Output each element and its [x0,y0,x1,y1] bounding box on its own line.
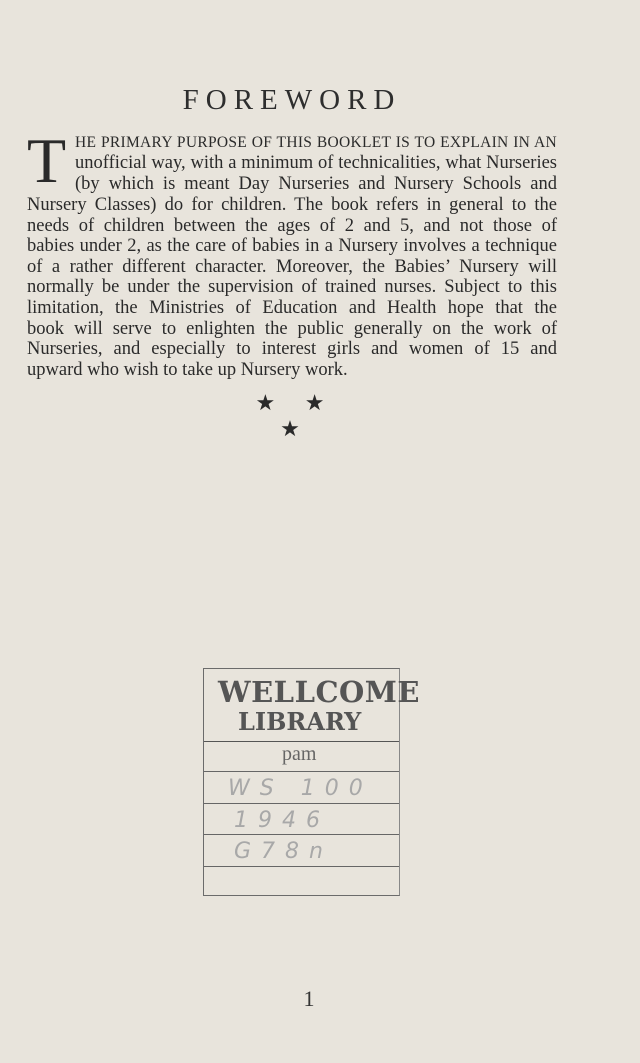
ornament-stars-bottom [0,416,580,442]
paragraph-line: upward who wish to take up Nursery work. [27,359,348,380]
stamp-library-name: WELLCOME [218,675,421,709]
paragraph-line: babies under 2, as the care of babies in a Nursery involves a technique [27,236,557,257]
stamp-row [204,804,399,835]
stamp-library-word: LIBRARY [238,707,362,736]
page-title: FOREWORD [182,84,402,116]
paragraph-line: unofficial way, with a minimum of technicalities, what Nurseries [75,153,557,173]
stamp-year: 1946 [234,808,330,833]
paragraph-opening [75,132,557,195]
paragraph-body [27,195,557,380]
stamp-call-number: G78n [234,839,333,864]
paragraph-line: HE PRIMARY PURPOSE OF THIS BOOKLET IS TO EXPLAIN IN AN [75,134,557,151]
paragraph-line: normally be under the supervision of trained nurses. Subject to this [27,277,557,298]
paragraph-line: Nurseries, and especially to interest girls and women of 15 and [27,339,557,360]
paragraph-line: of a rather different character. Moreover, the Babies’ Nursery will [27,256,557,277]
star-icon: ★ [255,390,276,415]
stamp-row-empty [204,867,399,895]
star-icon: ★ [280,416,300,441]
paragraph-line: (by which is meant Day Nurseries and Nursery Schools and [75,174,557,194]
stamp-header [204,669,421,742]
stamp-collection-label: pam [282,743,317,765]
paragraph-line: book will serve to enlighten the public generally on the work of [27,318,557,339]
star-icon: ★ [304,390,325,415]
ornament-stars-top [0,390,580,416]
stamp-row [204,741,399,772]
page-number: 1 [303,986,315,1011]
paragraph-line: Nursery Classes) do for children. The book refers in general to the [27,195,557,215]
library-stamp [203,668,421,896]
stamp-row [204,835,399,867]
paragraph-line: needs of children between the ages of 2 and 5, and not those of [27,215,557,236]
stamp-row [204,772,399,804]
paragraph-line: limitation, the Ministries of Education and Health hope that the [27,297,557,318]
stamp-shelfmark: WS 100 [228,776,373,801]
drop-cap [27,125,71,196]
drop-cap-letter: T [27,125,67,196]
